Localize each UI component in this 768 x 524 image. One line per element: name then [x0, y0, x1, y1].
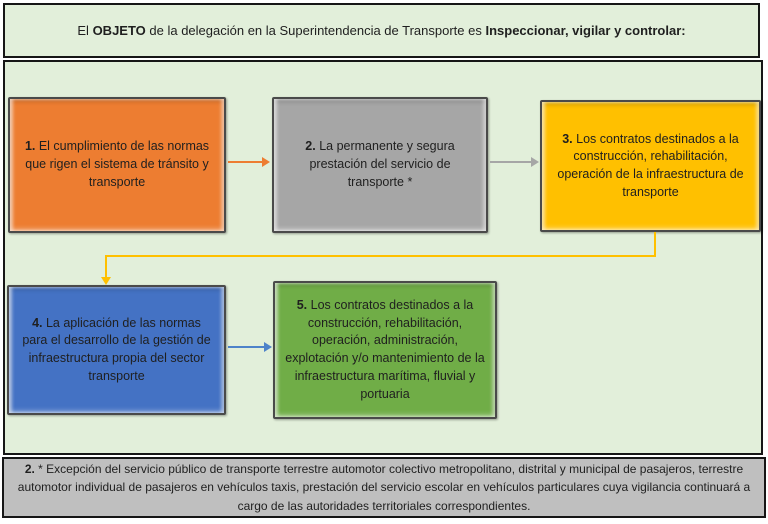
step-box-2 — [272, 97, 488, 233]
arrow-box3-to-box4-segment-across — [105, 255, 656, 257]
arrow-down-icon — [101, 277, 111, 285]
header-banner — [3, 3, 760, 58]
step-box-2-text: 2. La permanente y segura prestación del servicio de transporte * — [305, 139, 455, 189]
header-bold-objeto: OBJETO — [92, 23, 146, 38]
step-box-5-text: 5. Los contratos destinados a la construcción, rehabilitación, operación, administración, explotación y/o mantenimiento de la infraestructura marítima, fluvial y portuaria — [285, 297, 485, 401]
arrow-box3-to-box4-segment-down — [654, 232, 656, 257]
step-box-1 — [8, 97, 226, 233]
step-number: 3. — [562, 131, 573, 146]
step-box-3 — [540, 100, 761, 232]
step-number: 4. — [32, 315, 43, 330]
footer-note — [2, 457, 766, 518]
step-box-5 — [273, 281, 497, 419]
arrow-box2-to-box3 — [490, 161, 533, 163]
arrow-right-icon — [264, 342, 272, 352]
header-text: El OBJETO de la delegación en la Superintendencia de Transporte es Inspeccionar, vigilar y controlar: — [77, 23, 686, 38]
step-box-3-text: 3. Los contratos destinados a la construcción, rehabilitación, operación de la infraestructura de transporte — [557, 131, 744, 199]
footer-text: 2. * Excepción del servicio público de transporte terrestre automotor colectivo metropolitano, distrital y municipal de pasajeros, terrestre automotor individual de pasajeros en vehículos taxis, prestación del servicio escolar en vehículos particulares cuya vigilancia continuará a cargo de las autoridades territoriales correspondientes. — [17, 461, 751, 513]
step-number: 1. — [24, 139, 36, 154]
arrow-right-icon — [262, 157, 270, 167]
step-number: 2. — [305, 139, 316, 154]
arrow-right-icon — [531, 157, 539, 167]
arrow-box4-to-box5 — [228, 346, 266, 348]
arrow-box1-to-box2 — [228, 161, 264, 163]
footer-number: 2. — [24, 461, 35, 476]
diagram-canvas — [3, 60, 763, 455]
step-box-1-text: 1. El cumplimiento de las normas que rigen el sistema de tránsito y transporte — [24, 139, 210, 189]
header-bold-action: Inspeccionar, vigilar y controlar: — [485, 23, 686, 38]
arrow-box3-to-box4-segment-drop — [105, 255, 107, 278]
step-box-4 — [7, 285, 226, 415]
step-number: 5. — [296, 297, 308, 312]
step-box-4-text: 4. La aplicación de las normas para el desarrollo de la gestión de infraestructura propia del sector transporte — [22, 315, 211, 383]
